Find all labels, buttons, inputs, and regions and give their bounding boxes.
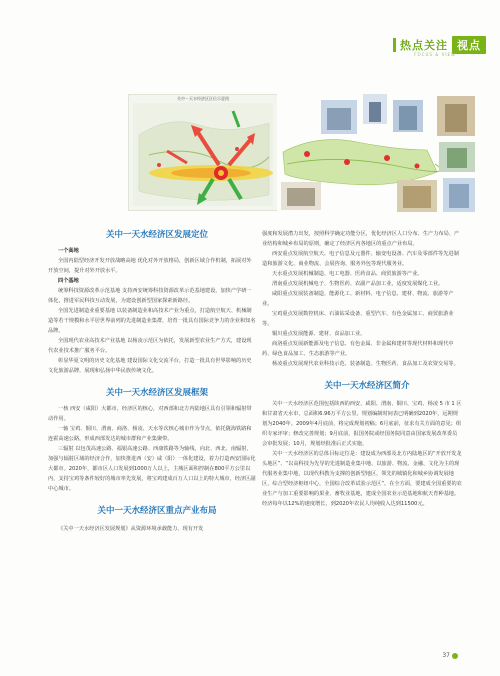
subheading-four-bases: 四个基地 bbox=[58, 278, 79, 284]
paragraph: 三辐射 以包茂高速公路、福银高速公路、西康铁路等为轴线，向北、西北、南辐射，加强与辐射区域的经济合作，加快推进西（安）咸（阳）一体化建设，着力打造西安国际化大都市。2020年，都市区人口发展到1000万人以上，主城区面积控制在800平方公里以内，支持宝鸡等条件较好的城市率先发展，将宝鸡建成百万人口以上的特大城市，经济区副中心城市。 bbox=[48, 446, 256, 492]
heading-development-framework: 关中一天水经济区发展框架 bbox=[105, 388, 208, 398]
heading-introduction: 关中一天水经济区简介 bbox=[324, 381, 410, 391]
page-number-text: 37 bbox=[442, 652, 450, 659]
header-accent-bar bbox=[393, 38, 396, 52]
paragraph: 杨凌重点发展现代农业科技示范、装备制造、生物医药、食品加工及农资交易等。 bbox=[272, 361, 459, 367]
region-map-image bbox=[128, 94, 278, 211]
heading-development-positioning: 关中一天水经济区发展定位 bbox=[105, 230, 208, 240]
page-number bbox=[442, 652, 458, 659]
paragraph: 关中一天水经济区范围包括陕西的西安、咸阳、渭南、铜川、宝鸡、杨凌 5 市 1 区和甘肃省天水市，总面积6.96万平方公里。规划编制时间表已明确到2020年，远期规划为2040年。2009年4月底前，将完成规划初稿；6月底前，征求有关方面的意见；组织专家评审；修改完善规划；9月底前，报国务院或经国务院同意由国家发展改革委员会审批发展；10月，规划经批准后正式实施。 bbox=[262, 401, 462, 447]
paragraph: 咸阳重点发展装备制造、能源化工、新材料、电子信息、建材、物流、旅游等产业。 bbox=[262, 291, 454, 307]
paragraph: 一核 西安（咸阳）大都市，经济区的核心，对西部和北方内陆地区具有引领和辐射带动作用。 bbox=[48, 406, 252, 422]
paragraph: 全国先进制造业重要基地 以装备制造业和高技术产业为重点，打造航空航天、机械制造等若干规模和水平居世界前列的先进制造业集群，培育一批具有国际竞争力的企业和知名品牌。 bbox=[48, 308, 256, 334]
collage-graphic bbox=[277, 92, 477, 215]
paragraph: 强度和发展潜力出发，按照科学确定功能分区，优化经济区人口分布、生产力布局、产业结构和城乡布局的原则，确定了经济区内各地区的重点产业布局。 bbox=[262, 231, 460, 247]
paragraph: 《关中一天水经济区发展规划》从资源环境承载能力、现有开发 bbox=[58, 526, 204, 532]
paragraph: 全国内陆型经济开发开放战略高地 优化对外开放格局，创新区域合作机制，拓展对外开放空间，提升对外开放水平。 bbox=[48, 258, 252, 274]
header-title: 热点关注 bbox=[400, 39, 448, 52]
page-marker-icon bbox=[452, 653, 458, 659]
heading-industry-layout: 关中一天水经济区重点产业布局 bbox=[97, 506, 217, 516]
paragraph: 渭南重点发展机械电子、生物医药、农副产品加工业，适度发展煤化工业。 bbox=[272, 281, 444, 287]
paragraph: 关中一天水经济区的总体目标定位是：建设成为西部及北方内陆地区的“开放开发龙头地区”、“以高科技为先导的先进制造业集中地、以旅游、物流、金融、文化为主的现代服务业集中地，以现代科教为支撑的创新型地区，领先的城镇化和城乡协调发展地区，综合型经济枢纽中心，全国综合改革试验示范区”。在全方面，要建成全国重要的农业生产与加工重要影响的果业、畜牧业基地，建成全国农业示范基地和航天育种基地。经济每年以12%的速度增长，到2020年农民人均纯收入达到11500元。 bbox=[262, 451, 462, 507]
paragraph: 彰显华夏文明的历史文化基地 建设国际文化交流平台，打造一批具有世界影响的历史文化旅游品牌，展现和弘扬中华民族传统文化。 bbox=[48, 358, 252, 374]
paragraph: 统筹科技资源改革示范基地 支持西安统筹科技资源改革示范基地建设，加快产学研一体化，推进军民科技互动发展，为建设创新型国家探索新路径。 bbox=[48, 288, 252, 304]
paragraph: 商洛重点发展新能源及电子信息、有色金属、非金属和建材等现代材料和现代中药、绿色食品加工、生态旅游等产业。 bbox=[262, 341, 454, 357]
subheading-one-highland: 一个高地 bbox=[58, 248, 79, 254]
header-subtitle: FOCUS & VIEW bbox=[414, 52, 456, 57]
paragraph: 铜川重点发展能源、建材、食品加工业。 bbox=[272, 331, 366, 337]
paragraph: 宝鸡重点发展数控机床、石油钻采设备、重型汽车、有色金属加工、商贸旅游业等。 bbox=[262, 311, 454, 327]
region-map-graphic bbox=[129, 95, 277, 210]
left-column bbox=[48, 228, 256, 534]
header-badge: 视点 bbox=[452, 36, 486, 54]
paragraph: 西安重点发展航空航天、电子信息及元器件、输变电设备、汽车及零部件等先进制造和旅游文化、商业物流、会展咨询、服务外包等现代服务业。 bbox=[262, 251, 459, 267]
right-column bbox=[262, 229, 462, 509]
paragraph: 天水重点发展机械制造、电工电器、医药食品、商贸旅游等产业。 bbox=[272, 271, 423, 277]
photo-collage-image bbox=[277, 92, 477, 215]
paragraph: 一轴 宝鸡、铜川、渭南、商洛、杨凌、天水等次核心城市作为节点，依托陇海铁路和连霍高速公路，形成西部发达的城市群和产业集聚带。 bbox=[48, 426, 252, 442]
map-caption: 关中－天水经济区区位示意图 bbox=[177, 96, 229, 101]
paragraph: 全国现代农业高技术产业基地 以杨凌示范区为依托，发展新型农业生产方式，建设现代农业技术推广服务平台。 bbox=[48, 338, 252, 354]
